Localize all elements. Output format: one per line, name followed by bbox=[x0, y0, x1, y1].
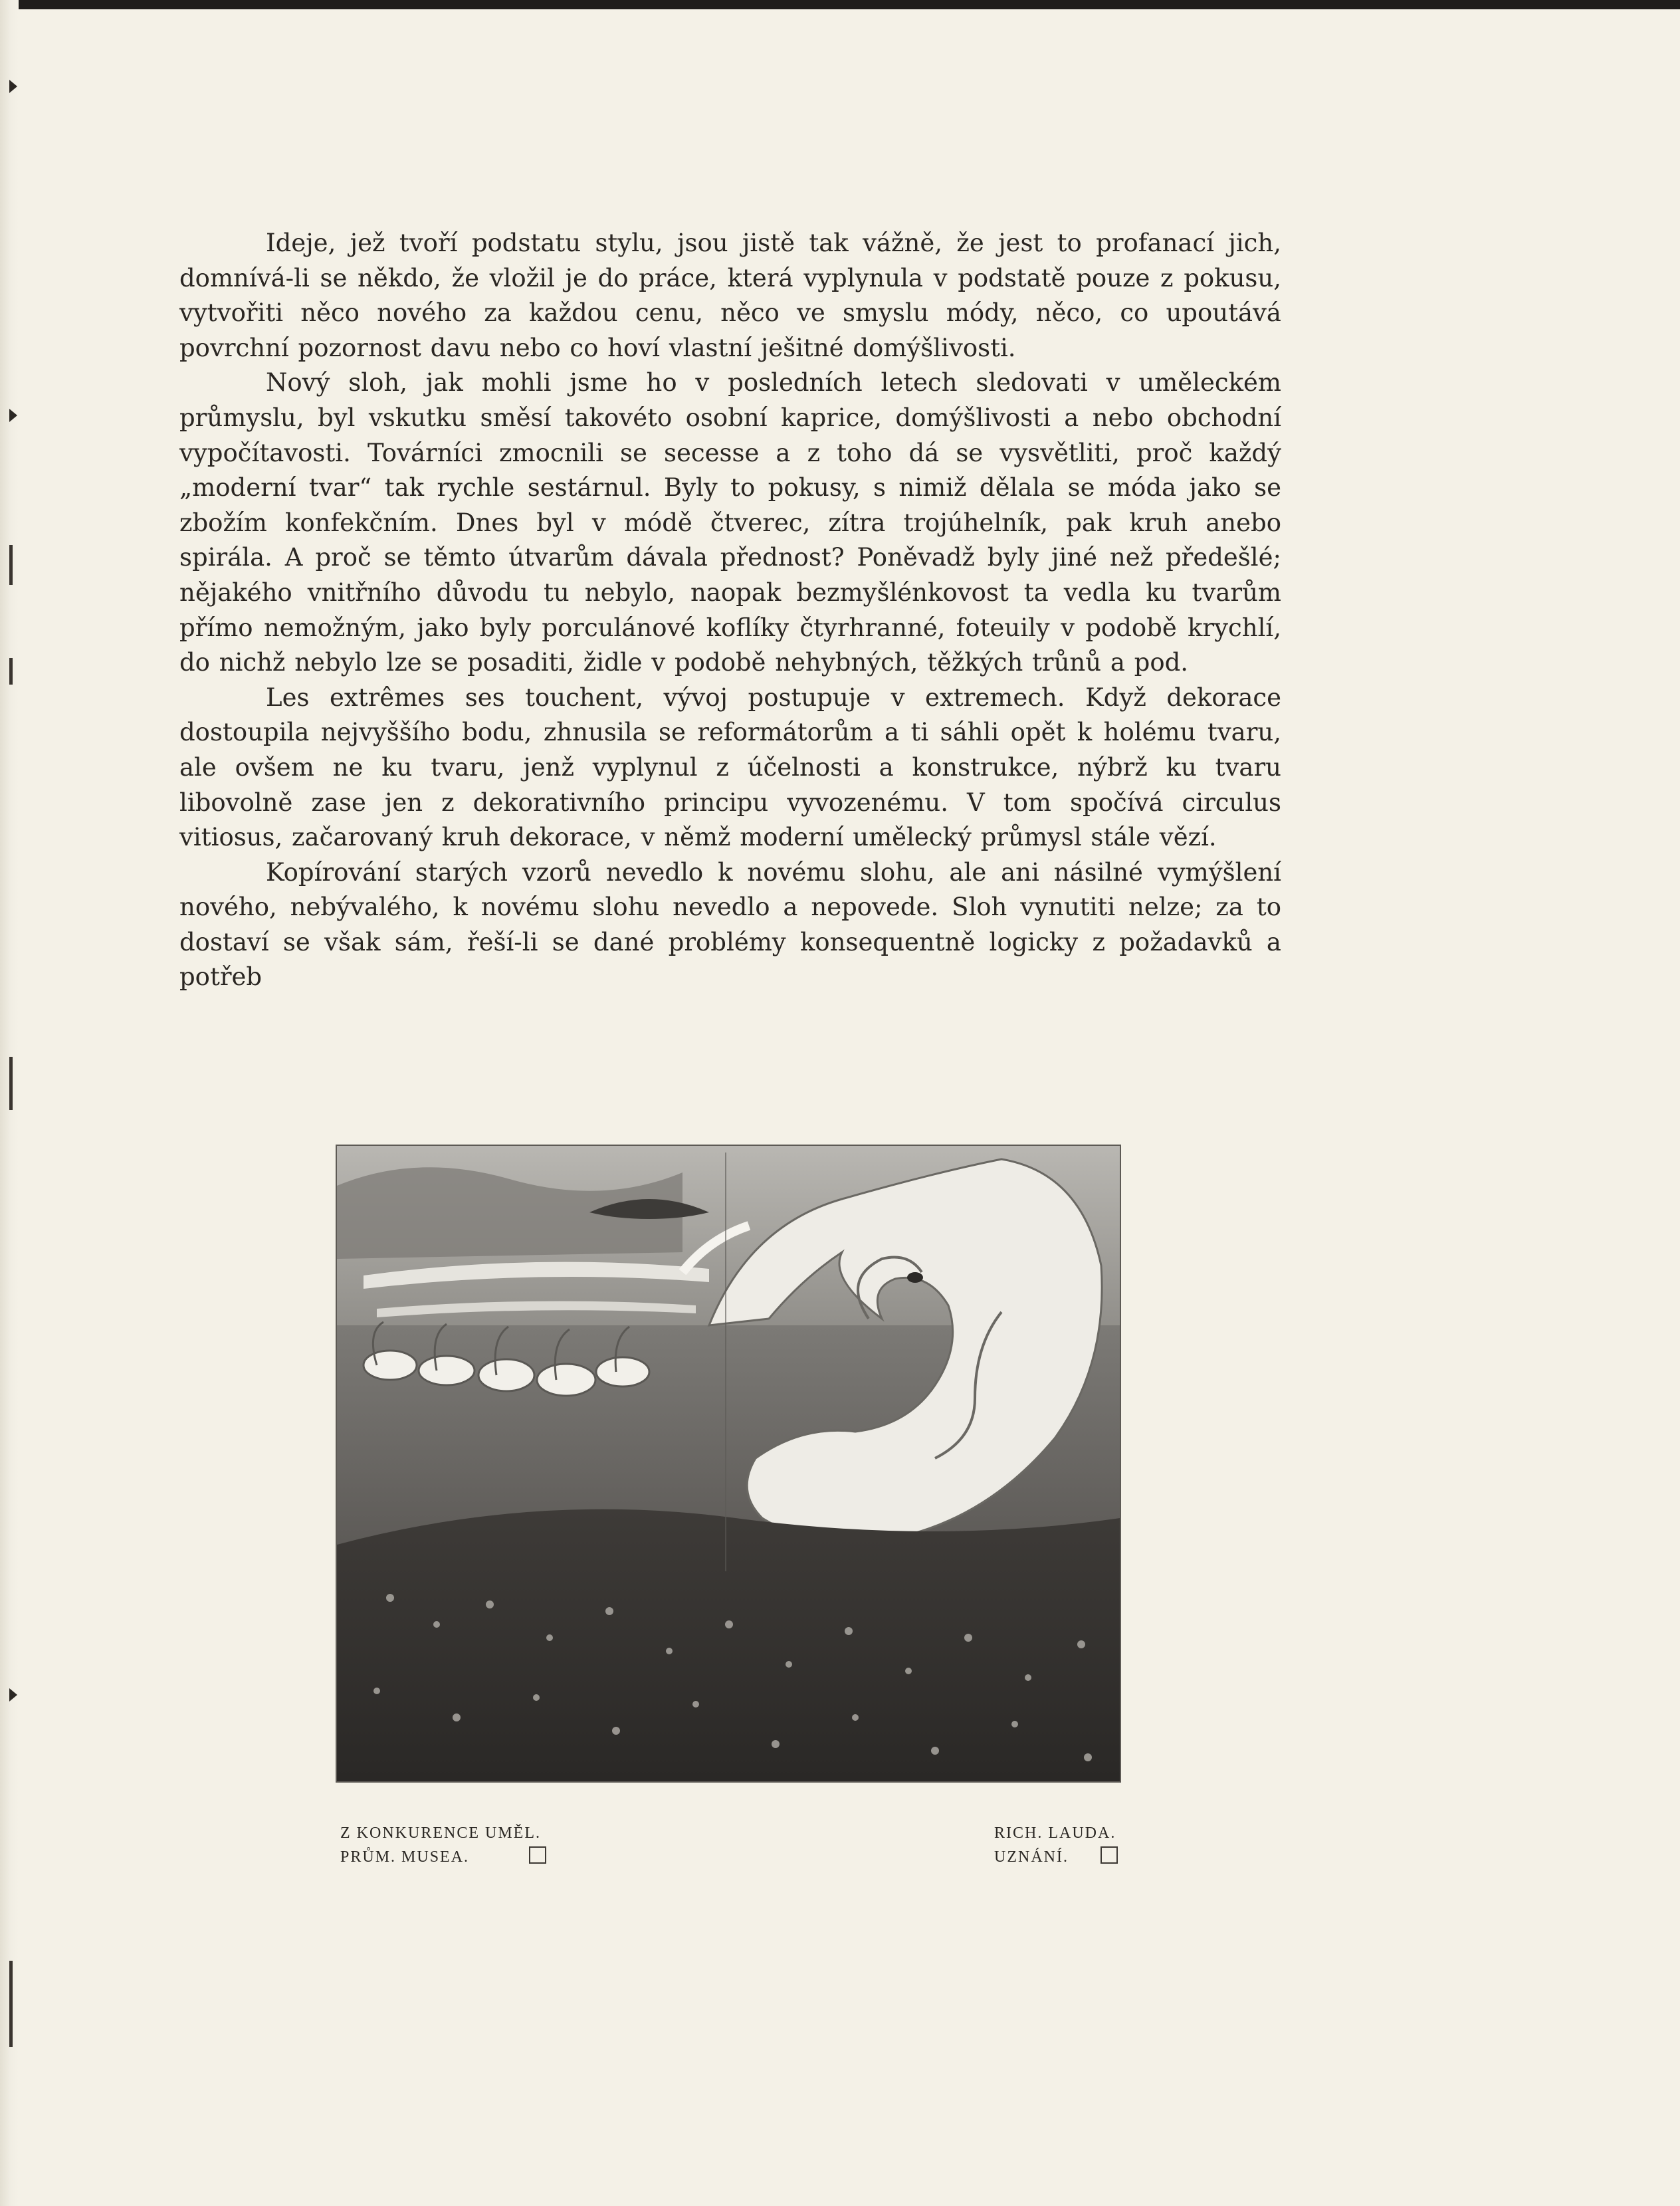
caption-artist bbox=[994, 1821, 1118, 1869]
square-ornament-icon bbox=[1101, 1846, 1118, 1864]
body-text bbox=[179, 226, 1281, 995]
edge-mark bbox=[9, 545, 13, 585]
edge-mark bbox=[9, 658, 13, 685]
paragraph: Nový sloh, jak mohli jsme ho v posledních letech sledovati v uměleckém průmyslu, byl vskutku směsí takovéto osobní kaprice, domýšlivosti a nebo obchodní vypočítavosti. Továrníci zmocnili se secesse a z toho dá se vysvětliti, proč každý „moderní tvar“ tak rychle sestárnul. Byly to pokusy, s nimiž dělala se móda jako se zbožím konfekčním. Dnes byl v módě čtverec, zítra trojúhelník, pak kruh anebo spirála. A proč se těmto útvarům dávala přednost? Poněvadž byly jiné než předešlé; nějakého vnitřního důvodu tu nebylo, naopak bezmyšlénkovost ta vedla ku tvarům přímo nemožným, jako byly porculánové koflíky čtyrhranné, foteuily v podobě krychlí, do nichž nebylo lze se posaditi, židle v podobě nehybných, těžkých trůnů a pod. bbox=[179, 368, 1281, 677]
caption-source-line1: Z KONKURENCE UMĚL. bbox=[340, 1824, 541, 1842]
page-binding-edge bbox=[0, 0, 19, 2206]
edge-mark bbox=[9, 409, 17, 422]
caption-artist-line2: UZNÁNÍ. bbox=[994, 1848, 1069, 1866]
swan-illustration bbox=[336, 1145, 1121, 1783]
paragraph: Kopírování starých vzorů nevedlo k novému slohu, ale ani násilné vymýšlení nového, nebývalého, k novému slohu nevedlo a nepovede. Sloh vynutiti nelze; za to dostaví se však sám, řeší-li se dané problémy konsequentně logicky z požadavků a potřeb bbox=[179, 857, 1281, 992]
paragraph: Les extrêmes ses touchent, vývoj postupuje v extremech. Když dekorace dostoupila nejvyššího bodu, zhnusila se reformátorům a ti sáhli opět k holému tvaru, ale ovšem ne ku tvaru, jenž vyplynul z účelnosti a konstrukce, nýbrž ku tvaru libovolně zase jen z dekorativního principu vyvozenému. V tom spočívá circulus vitiosus, začarovaný kruh dekorace, v němž moderní umělecký průmysl stále vězí. bbox=[179, 683, 1281, 852]
edge-mark bbox=[9, 1961, 13, 2047]
square-ornament-icon bbox=[529, 1846, 546, 1864]
page-top-border bbox=[0, 0, 1680, 9]
paragraph: Ideje, jež tvoří podstatu stylu, jsou jistě tak vážně, že jest to profanací jich, domnívá-li se někdo, že vložil je do práce, která vyplynula v podstatě pouze z pokusu, vytvořiti něco nového za každou cenu, něco ve smyslu módy, něco, co upoutává povrchní pozornost davu nebo co hoví vlastní ješitné domýšlivosti. bbox=[179, 229, 1281, 362]
edge-mark bbox=[9, 80, 17, 93]
edge-mark bbox=[9, 1057, 13, 1110]
caption-source bbox=[340, 1821, 546, 1869]
illustration-art bbox=[337, 1146, 1120, 1781]
caption-artist-line2-wrap bbox=[994, 1845, 1118, 1869]
edge-mark bbox=[9, 1688, 17, 1702]
caption-source-line2-wrap bbox=[340, 1845, 546, 1869]
caption-source-line2: PRŮM. MUSEA. bbox=[340, 1848, 470, 1866]
caption-artist-line1: RICH. LAUDA. bbox=[994, 1824, 1116, 1842]
